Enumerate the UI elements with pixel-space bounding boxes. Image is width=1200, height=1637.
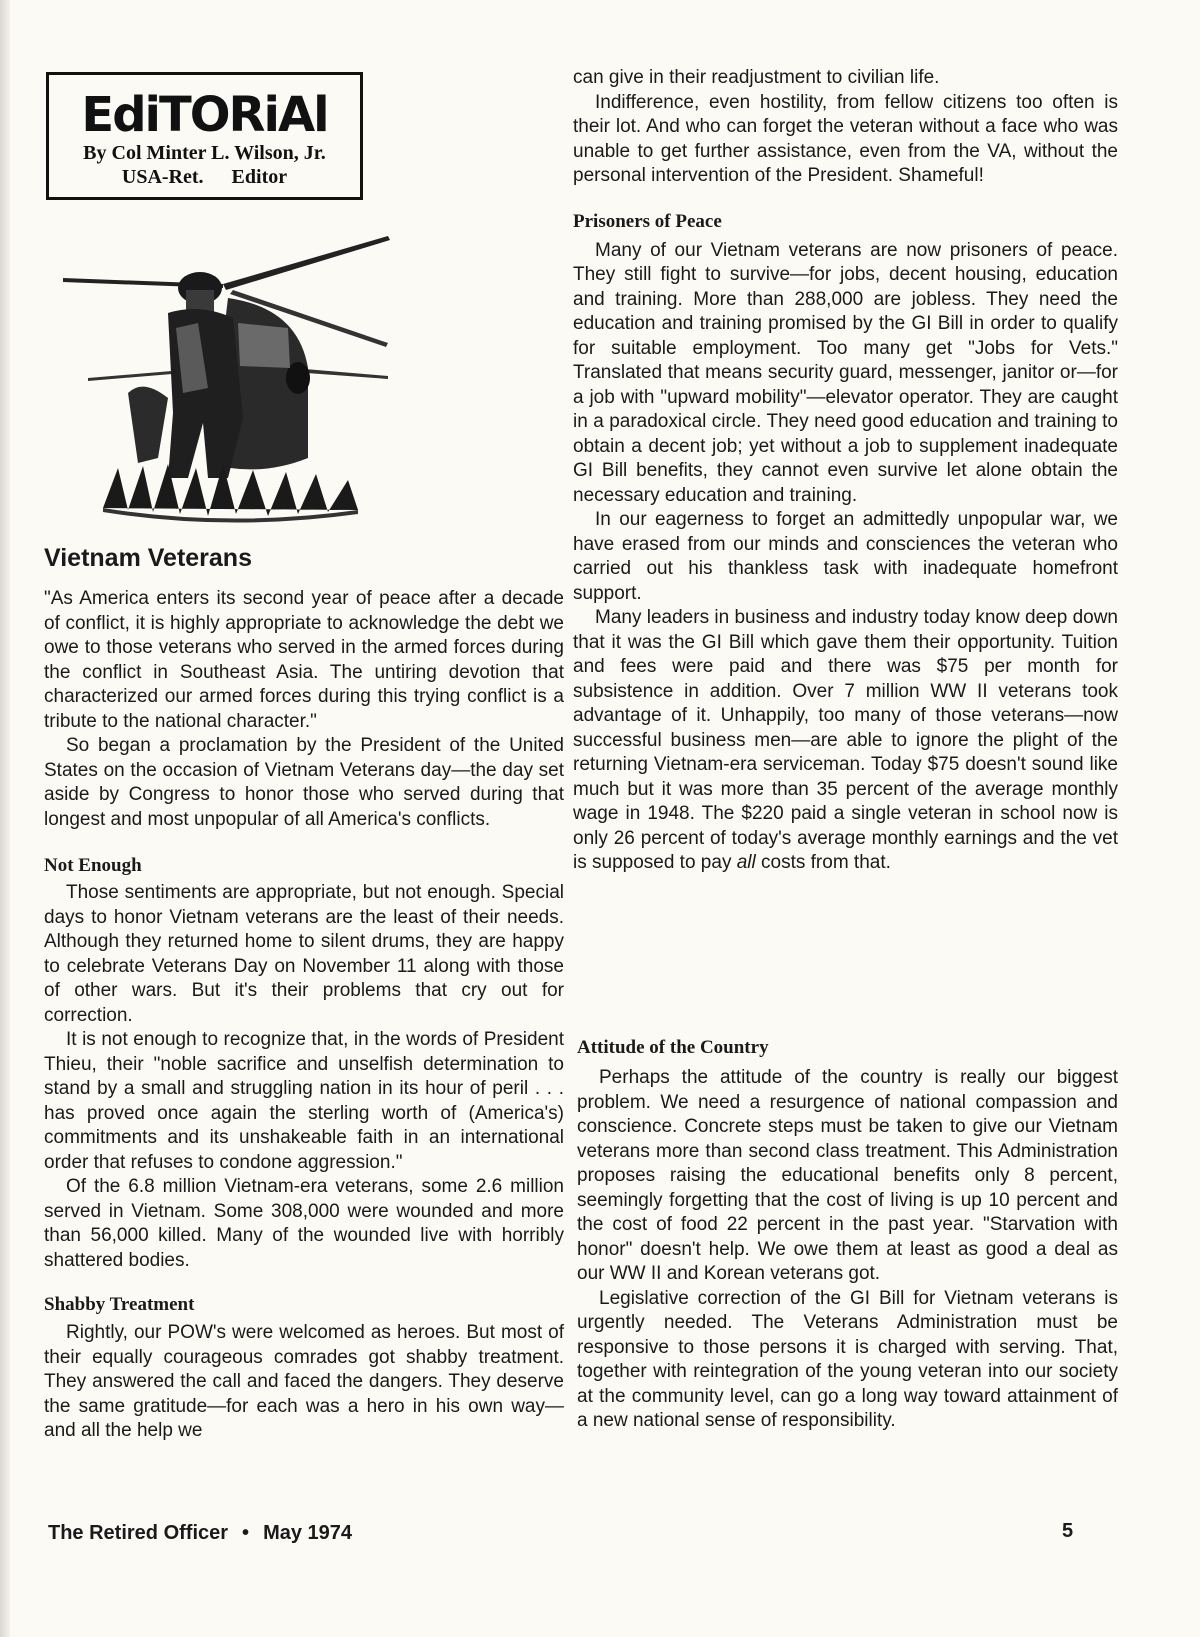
article-title: Vietnam Veterans [44, 544, 252, 572]
prisoners-paragraph-3-text: Many leaders in business and industry today know deep down that it was the GI Bill which gave them their opportunity. Tuition and fees were paid and there was $75 per month for subsistence in addition. Over 7 million WW II veterans took advantage of it. Unhappily, too many of those veterans—now successful business men—are able to ignore the plight of the returning Vietnam-era serviceman. Today $75 doesn't sound like much but it was more than 35 percent of the average monthly wage in 1948. The $220 paid a single veteran in school now is only 26 percent of today's average monthly earnings and the vet is supposed to pay [573, 607, 1118, 873]
soldier-helicopter-illustration [58, 228, 418, 538]
article-column-2 [573, 66, 1118, 876]
article-column-2-lower [577, 1036, 1118, 1434]
page-footer [48, 1522, 352, 1545]
page-edge [0, 0, 10, 1637]
section-heading-attitude-of-the-country: Attitude of the Country [577, 1037, 769, 1058]
section-heading-not-enough: Not Enough [44, 855, 142, 876]
prisoners-paragraph-2: In our eagerness to forget an admittedly unpopular war, we have erased from our minds and consciences the veteran who carried out his thankless task with inadequate homefront support. [573, 509, 1118, 604]
issue-date: May 1974 [263, 1522, 353, 1544]
byline-title: Editor [231, 166, 288, 188]
article-column-1 [44, 543, 564, 1444]
not-enough-paragraph-3: Of the 6.8 million Vietnam-era veterans, some 2.6 million served in Vietnam. Some 308,000 were wounded and more than 56,000 killed. Many of the wounded live with horribly shattered bodies. [44, 1176, 564, 1271]
shabby-paragraph-1: Rightly, our POW's were welcomed as heroes. But most of their equally courageous comrades got shabby treatment. They answered the call and faced the dangers. They deserve the same gratitude—for each was a hero in his own way—and all the help we [44, 1322, 564, 1441]
footer-bullet: • [242, 1522, 250, 1544]
emphasis-all: all [736, 852, 756, 873]
byline-role [49, 165, 360, 189]
section-heading-shabby-treatment: Shabby Treatment [44, 1294, 195, 1315]
section-heading-prisoners-of-peace: Prisoners of Peace [573, 210, 722, 232]
editorial-logo: EdiTORiAl [81, 87, 328, 143]
not-enough-paragraph-1: Those sentiments are appropriate, but not enough. Special days to honor Vietnam veterans are the least of their needs. Although they returned home to silent drums, they are happy to celebrate Veterans Day on November 11 along with those of other wars. But it's their problems that cry out for correction. [44, 882, 564, 1026]
publication-name: The Retired Officer [48, 1522, 229, 1544]
prisoners-paragraph-3 [573, 606, 1118, 876]
indifference-paragraph: Indifference, even hostility, from fellow citizens too often is their lot. And who can forget the veteran without a face who was unable to get further assistance, even from the VA, without the personal intervention of the President. Shameful! [573, 91, 1118, 186]
byline-author: By Col Minter L. Wilson, Jr. [83, 142, 326, 164]
page-number: 5 [1062, 1520, 1074, 1542]
attitude-paragraph-2: Legislative correction of the GI Bill for Vietnam veterans is urgently needed. The Veterans Administration must be responsive to those persons it is charged with serving. That, together with reintegration of the young veteran into our society at the community level, can go a long way toward attainment of a new national sense of responsibility. [577, 1287, 1118, 1431]
byline-rank: USA-Ret. [121, 166, 204, 188]
continuation-paragraph: can give in their readjustment to civilian life. [573, 67, 940, 88]
prisoners-paragraph-1: Many of our Vietnam veterans are now prisoners of peace. They still fight to survive—for jobs, decent housing, education and training. More than 288,000 are jobless. They need the education and training promised by the GI Bill in order to qualify for suitable employment. Too many get "Jobs for Vets." Translated that means security guard, messenger, janitor or—for a job with "upward mobility"—elevator operator. They are caught in a paradoxical circle. They need good education and training to obtain a decent job; yet without a job to supplement inadequate GI Bill benefits, they cannot even survive let alone obtain the necessary education and training. [573, 239, 1118, 506]
not-enough-paragraph-2: It is not enough to recognize that, in the words of President Thieu, their "noble sacrifice and unselfish determination to stand by a small and struggling nation in its hour of peril . . . has proved once again the sterling worth of (America's) commitments and its unshakeable faith in an international order that refuses to condone aggression." [44, 1029, 564, 1173]
attitude-paragraph-1: Perhaps the attitude of the country is really our biggest problem. We need a resurgence of national compassion and conscience. Concrete steps must be taken to give our Vietnam veterans more than second class treatment. This Administration proposes raising the educational benefits only 8 percent, seemingly forgetting that the cost of living is up 10 percent and the cost of food 22 percent in the past year. "Starvation with honor" doesn't help. We owe them at least as good a deal as our WW II and Korean veterans got. [577, 1067, 1118, 1284]
prisoners-paragraph-3-end: costs from that. [761, 852, 891, 873]
intro-paragraph-2: So began a proclamation by the President of the United States on the occasion of Vietnam Veterans day—the day set aside by Congress to honor those who served during that longest and most unpopular of all America's conflicts. [44, 735, 564, 830]
intro-paragraph-1: "As America enters its second year of peace after a decade of conflict, it is highly appropriate to acknowledge the debt we owe to those veterans who served in the armed forces during the conflict in Southeast Asia. The untiring devotion that characterized our armed forces during this trying conflict is a tribute to the national character." [44, 588, 564, 732]
editorial-masthead [46, 72, 363, 200]
